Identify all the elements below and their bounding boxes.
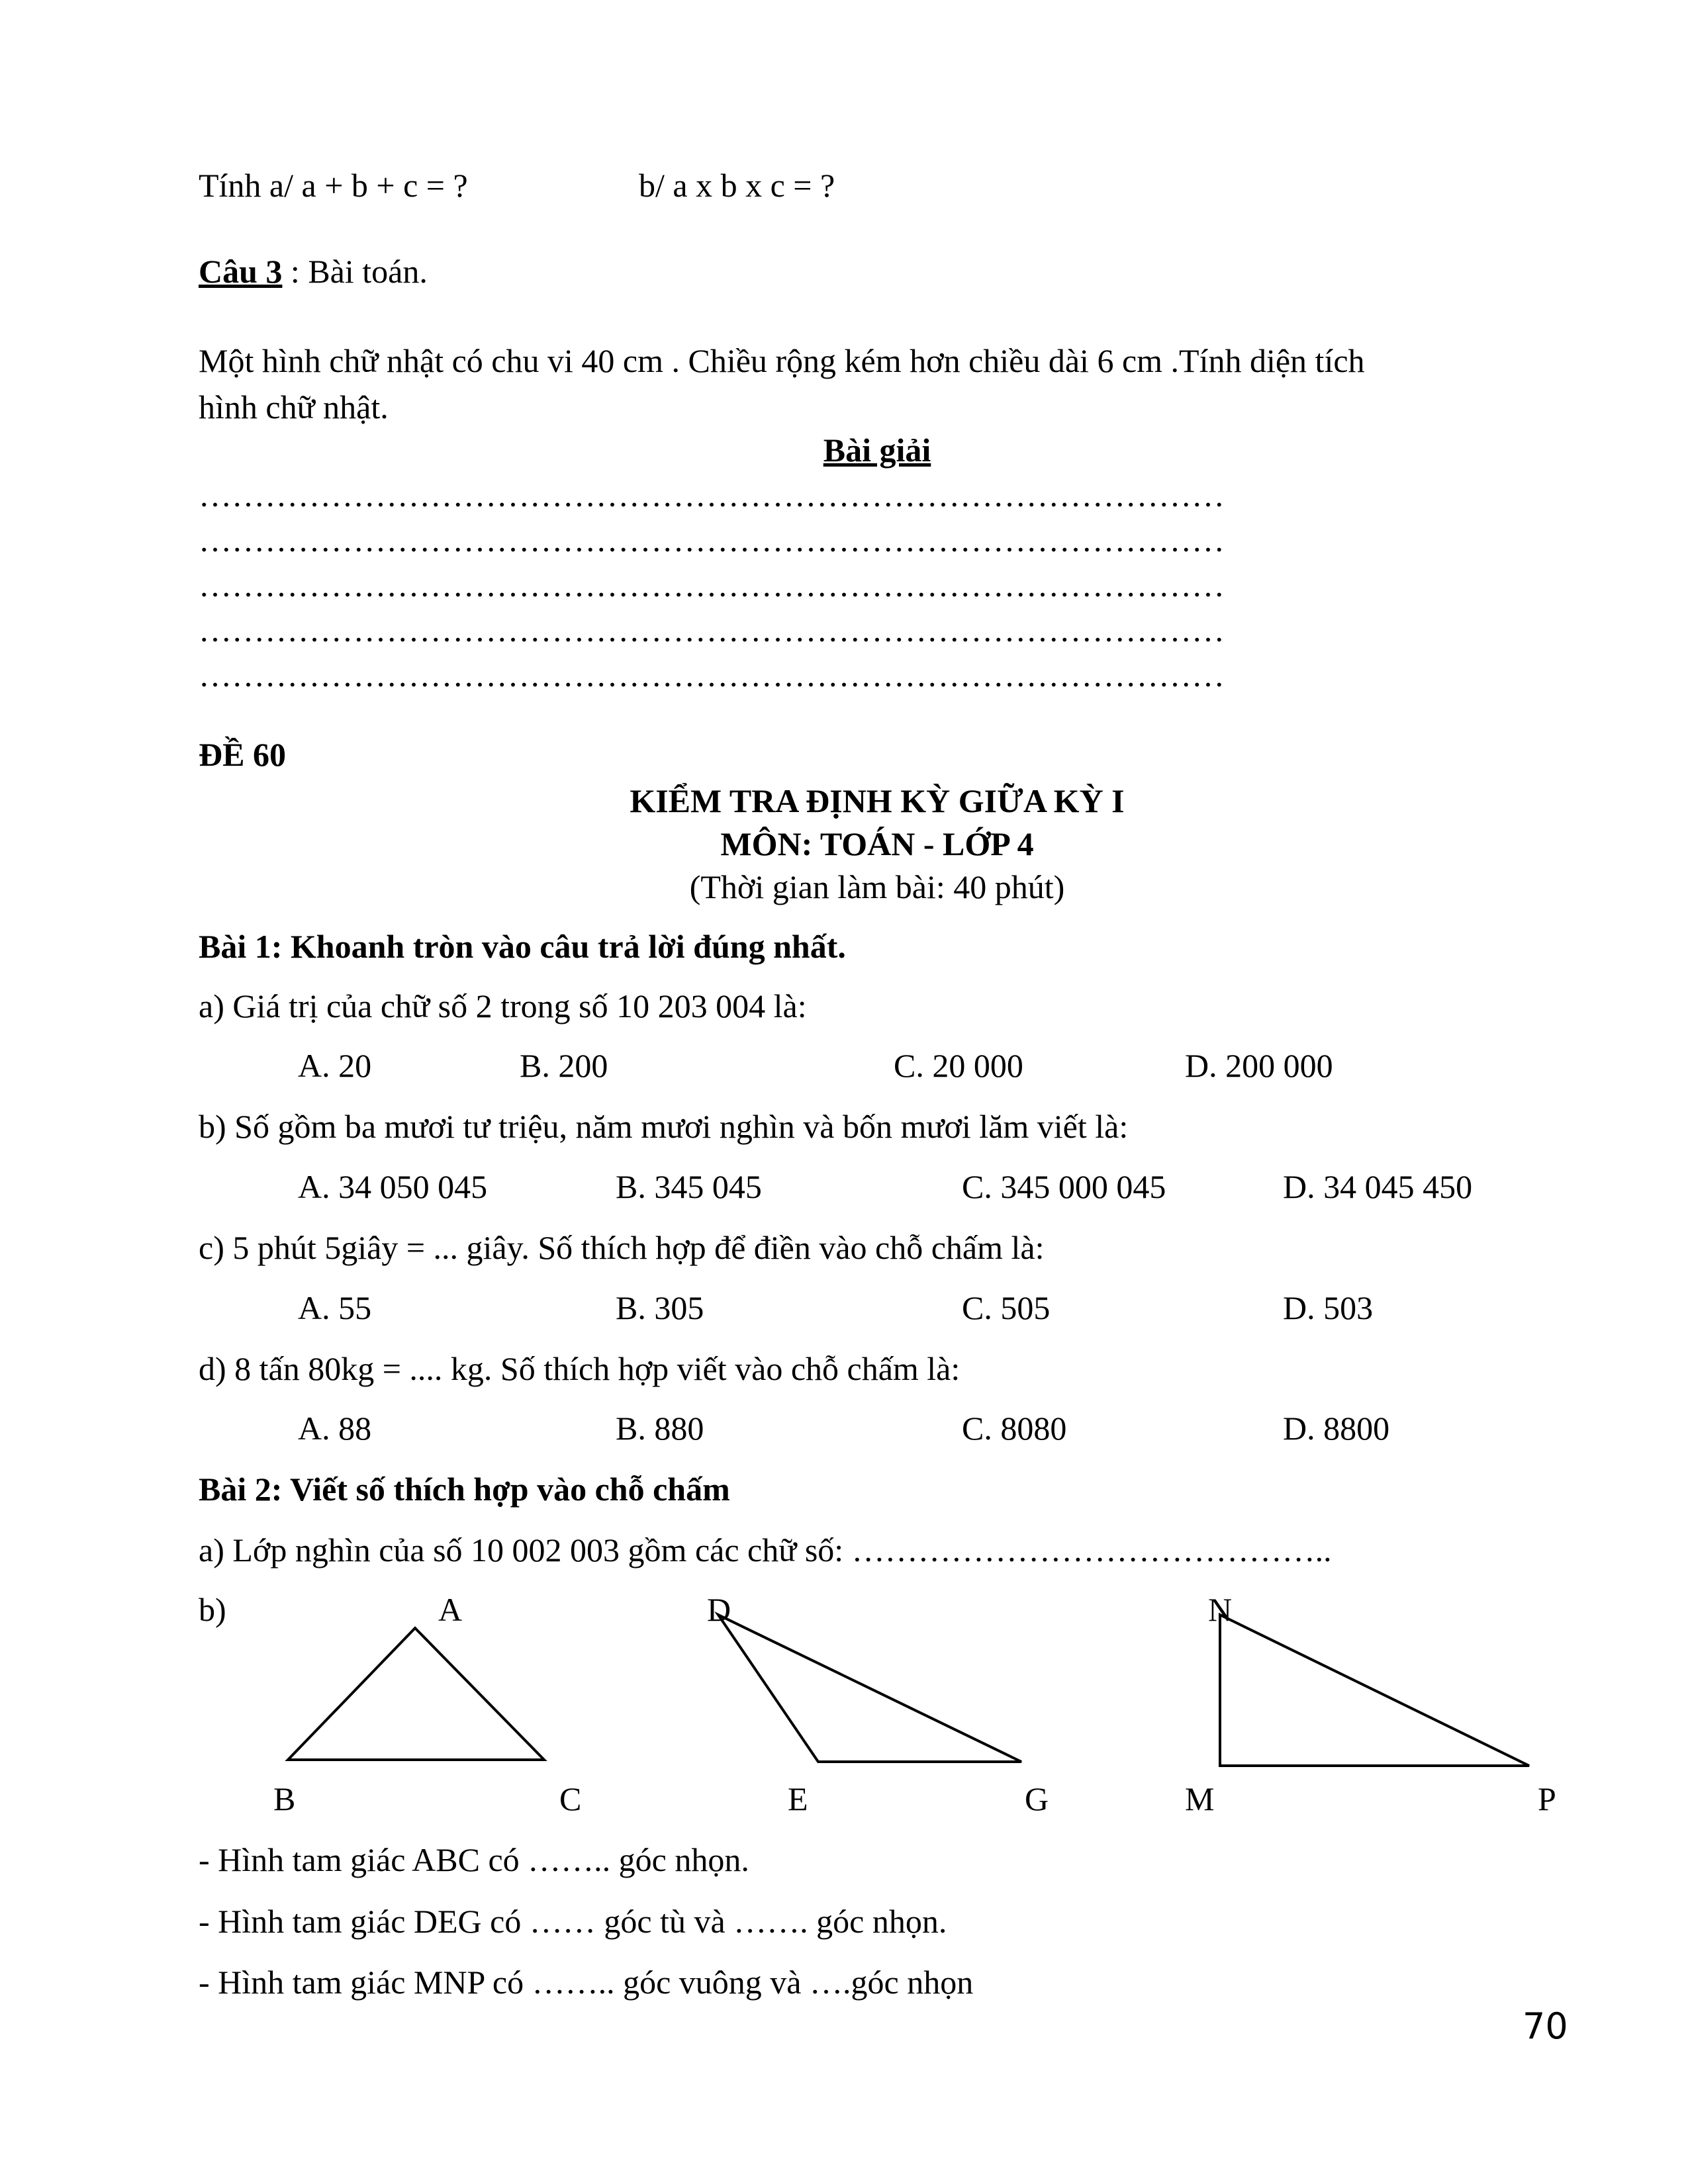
cau3-rest: : Bài toán. (282, 253, 428, 290)
label-G: G (1025, 1780, 1049, 1817)
exam-time: (Thời gian làm bài: 40 phút) (689, 868, 1065, 905)
solution-title: Bài giải (823, 432, 931, 469)
label-A: A (438, 1591, 463, 1628)
option-c-A: A. 55 (298, 1289, 372, 1326)
option-c-D: D. 503 (1283, 1289, 1374, 1326)
calc-a: Tính a/ a + b + c = ? (199, 167, 468, 204)
answer-deg: - Hình tam giác DEG có …… góc tù và ……. góc nhọn. (199, 1903, 947, 1940)
option-b-A: A. 34 050 045 (298, 1168, 488, 1205)
bai2-title: Bài 2: Viết số thích hợp vào chỗ chấm (199, 1471, 730, 1508)
bai2-question-a: a) Lớp nghìn của số 10 002 003 gồm các chữ số: …………………………………….. (199, 1531, 1332, 1569)
option-c-B: B. 305 (616, 1289, 704, 1326)
option-d-D: D. 8800 (1283, 1410, 1390, 1447)
dot-line-5: ………………………………………………………………………………… (199, 657, 1225, 694)
option-a-B: B. 200 (520, 1047, 608, 1084)
page-number: 70 (1523, 2005, 1568, 2047)
dot-line-2: ………………………………………………………………………………… (199, 522, 1225, 559)
answer-mnp: - Hình tam giác MNP có …….. góc vuông và ….góc nhọn (199, 1964, 974, 2001)
option-b-B: B. 345 045 (616, 1168, 762, 1205)
label-B: B (273, 1780, 296, 1817)
option-a-A: A. 20 (298, 1047, 372, 1084)
triangle-mnp (1220, 1615, 1529, 1766)
label-N: N (1208, 1591, 1233, 1628)
label-C: C (559, 1780, 582, 1817)
option-d-B: B. 880 (616, 1410, 704, 1447)
option-d-A: A. 88 (298, 1410, 372, 1447)
label-P: P (1538, 1780, 1556, 1817)
option-c-C: C. 505 (962, 1289, 1051, 1326)
cau3-label: Câu 3 (199, 253, 283, 290)
triangle-abc (288, 1628, 544, 1760)
label-M: M (1185, 1780, 1215, 1817)
bai1-title: Bài 1: Khoanh tròn vào câu trả lời đúng nhất. (199, 928, 846, 965)
exam-code: ĐỀ 60 (199, 736, 286, 773)
bai1-question-d: d) 8 tấn 80kg = .... kg. Số thích hợp viết vào chỗ chấm là: (199, 1350, 961, 1387)
bai2-question-b: b) (199, 1591, 226, 1628)
exam-subject: MÔN: TOÁN - LỚP 4 (720, 825, 1034, 862)
option-d-C: C. 8080 (962, 1410, 1067, 1447)
calc-b: b/ a x b x c = ? (639, 167, 835, 204)
exam-title: KIỂM TRA ĐỊNH KỲ GIỮA KỲ I (630, 782, 1125, 819)
label-E: E (788, 1780, 808, 1817)
option-b-C: C. 345 000 045 (962, 1168, 1166, 1205)
cau3-problem-line1: Một hình chữ nhật có chu vi 40 cm . Chiều rộng kém hơn chiều dài 6 cm .Tính diện tích (199, 342, 1365, 379)
dot-line-1: ………………………………………………………………………………… (199, 477, 1225, 514)
bai1-question-c: c) 5 phút 5giây = ... giây. Số thích hợp để điền vào chỗ chấm là: (199, 1229, 1045, 1266)
dot-line-4: ………………………………………………………………………………… (199, 612, 1225, 649)
answer-abc: - Hình tam giác ABC có …….. góc nhọn. (199, 1841, 749, 1878)
option-b-D: D. 34 045 450 (1283, 1168, 1473, 1205)
bai1-question-b: b) Số gồm ba mươi tư triệu, năm mươi nghìn và bốn mươi lăm viết là: (199, 1108, 1129, 1145)
bai1-question-a: a) Giá trị của chữ số 2 trong số 10 203 004 là: (199, 987, 807, 1024)
triangle-deg (718, 1615, 1021, 1762)
cau3-problem-line2: hình chữ nhật. (199, 388, 389, 426)
option-a-C: C. 20 000 (894, 1047, 1023, 1084)
dot-line-3: ………………………………………………………………………………… (199, 567, 1225, 604)
label-D: D (707, 1591, 731, 1628)
option-a-D: D. 200 000 (1185, 1047, 1333, 1084)
